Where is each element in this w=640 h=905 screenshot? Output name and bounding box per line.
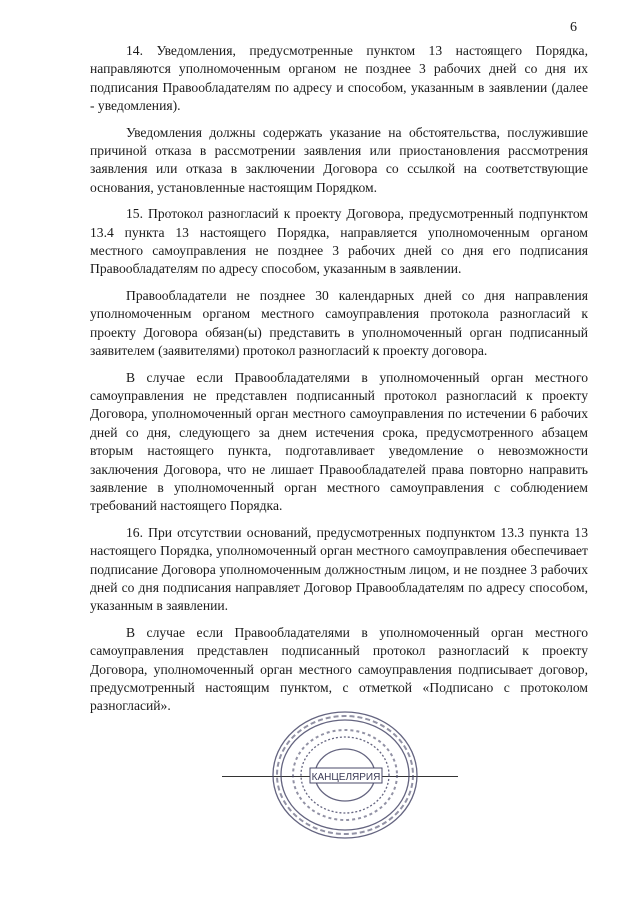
paragraph-15-no-protocol: В случае если Правообладателями в уполномоченный орган местного самоуправления не представлен подписанный протокол разногласий к проекту Договора, уполномоченный орган местного самоуправления по истечении 6 рабочих дней со дня, следующего за днем истечения срока, предусмотренного абзацем вторым настоящего пункта, подготавливает уведомление о невозможности заключения Договора, что не лишает Правообладателей права повторно направить заявление в уполномоченный орган местного самоуправления с соблюдением требований настоящего Порядка. [90, 369, 588, 514]
page-number: 6 [570, 20, 577, 35]
paragraph-14: 14. Уведомления, предусмотренные пунктом 13 настоящего Порядка, направляются уполномоченным органом не позднее 3 рабочих дней со дня их подписания Правообладателям по адресу и способом, указанным в заявлении (далее - уведомления). [90, 43, 588, 114]
document-body [90, 42, 588, 724]
paragraph-15-deadline: Правообладатели не позднее 30 календарных дней со дня направления уполномоченным органом местного самоуправления протокола разногласий к проекту Договора обязан(ы) представить в уполномоченный орган подписанный заявителем (заявителями) протокол разногласий к проекту договора. [90, 287, 588, 359]
paragraph-16: 16. При отсутствии оснований, предусмотренных подпунктом 13.3 пункта 13 настоящего Порядка, уполномоченный орган местного самоуправления обеспечивает подписание Договора уполномоченным должностным лицом, и не позднее 3 рабочих дней со дня подписания направляет Договор Правообладателям по адресу способом, указанным в заявлении. [90, 524, 588, 614]
stamp-seal-icon [260, 700, 430, 850]
paragraph-15: 15. Протокол разногласий к проекту Договора, предусмотренный подпунктом 13.4 пункта 13 настоящего Порядка, направляется уполномоченным органом местного самоуправления не позднее 3 рабочих дней со дня его подписания Правообладателям по адресу способом, указанным в заявлении. [90, 206, 588, 277]
paragraph-14-notices: Уведомления должны содержать указание на обстоятельства, послужившие причиной отказа в рассмотрении заявления или приостановления рассмотрения заявления или отказа в заключении Договора со ссылкой на соответствующие основания, установленные настоящим Порядком. [90, 124, 588, 195]
stamp-inner-label: КАНЦЕЛЯРИЯ [311, 772, 381, 783]
paragraph-16-protocol: В случае если Правообладателями в уполномоченный орган местного самоуправления представлен подписанный протокол разногласий к проекту Договора, уполномоченный орган местного самоуправления подписывает договор, предусмотренный настоящим пунктом, с отметкой «Подписано с протоколом разногласий». [90, 624, 588, 714]
office-stamp [260, 700, 430, 850]
